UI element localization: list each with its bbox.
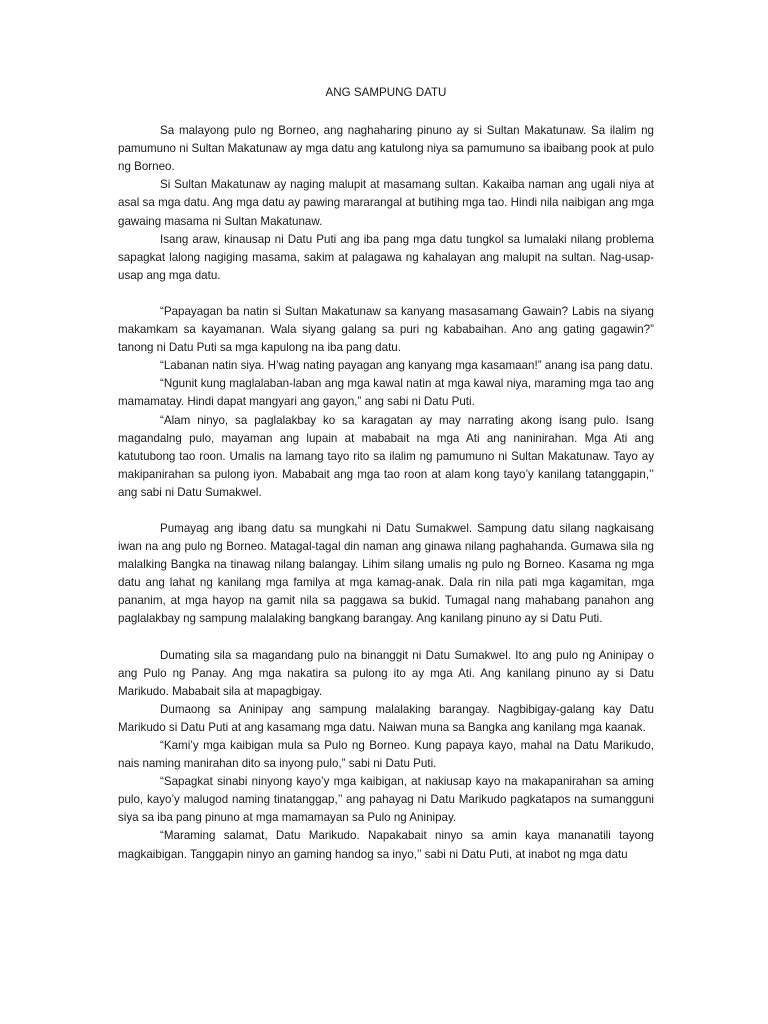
section-break xyxy=(118,629,654,647)
document-body xyxy=(118,122,654,864)
paragraph: Isang araw, kinausap ni Datu Puti ang iba pang mga datu tungkol sa lumalaki nilang problema sapagkat lalong nagiging masama, sakim at palagawa ng kahalayan ang malupit na sultan. Nag-usap-usap ang mga datu. xyxy=(118,232,654,282)
paragraph: “Labanan natin siya. H’wag nating payagan ang kanyang mga kasamaan!” anang isa pang datu. xyxy=(160,359,654,373)
paragraph: “Papayagan ba natin si Sultan Makatunaw sa kanyang masasamang Gawain? Labis na siyang makamkam sa kayamanan. Wala siyang galang sa puri ng kababaihan. Ano ang gating gagawin?” tanong ni Datu Puti sa mga kapulong na iba pang datu. xyxy=(118,304,654,355)
document-title: ANG SAMPUNG DATU xyxy=(325,86,447,99)
section-break xyxy=(118,502,654,520)
document-page xyxy=(118,84,654,864)
paragraph: “Sapagkat sinabi ninyong kayo’y mga kaibigan, at nakiusap kayo na makapanirahan sa aming pulo, kayo’y malugod naming tinatanggap,’’ ang pahayag ni Datu Marikudo pagkatapos na sumangguni siya sa iba pang pinuno at mga mamamayan sa Pulo ng Aninipay. xyxy=(118,775,654,825)
paragraph: “Maraming salamat, Datu Marikudo. Napakabait ninyo sa amin kaya mananatili tayong magkaibigan. Tanggapin ninyo an gaming handog sa inyo,’’ sabi ni Datu Puti, at inabot ng mga datu xyxy=(118,829,654,861)
paragraph: Sa malayong pulo ng Borneo, ang naghaharing pinuno ay si Sultan Makatunaw. Sa ilalim ng pamumuno ni Sultan Makatunaw ay mga datu ang katulong niya sa pamumuno sa ibaibang pook at pulo ng Borneo. xyxy=(118,124,654,174)
paragraph: Dumaong sa Aninipay ang sampung malalaking barangay. Nagbibigay-galang kay Datu Marikudo si Datu Puti at ang kasamang mga datu. Naiwan muna sa Bangka ang kanilang mga kaanak. xyxy=(118,702,654,734)
paragraph: Dumating sila sa magandang pulo na binanggit ni Datu Sumakwel. Ito ang pulo ng Aninipay o ang Pulo ng Panay. Ang mga nakatira sa pulong ito ay mga Ati. Ang kanilang pinuno ay si Datu Marikudo. Mababait sila at mapagbigay. xyxy=(118,648,654,698)
paragraph: “Alam ninyo, sa paglalakbay ko sa karagatan ay may narrating akong isang pulo. Isang magandalng pulo, mayaman ang lupain at mababait na mga Ati ang naninirahan. Mga Ati ang katutubong tao roon. Umalis na lamang tayo rito sa ilalim ng pamumuno ni Sultan Makatunaw. Tayo ay makipanirahan sa pulong iyon. Mababait ang mga tao roon at alam kong tayo’y kanilang tatanggapin,’’ ang sabi ni Datu Sumakwel. xyxy=(118,413,654,499)
paragraph: “Kami’y mga kaibigan mula sa Pulo ng Borneo. Kung papaya kayo, mahal na Datu Marikudo, nais naming manirahan dito sa inyong pulo,” sabi ni Datu Puti. xyxy=(118,739,654,771)
paragraph: Pumayag ang ibang datu sa mungkahi ni Datu Sumakwel. Sampung datu silang nagkaisang iwan na ang pulo ng Borneo. Matagal-tagal din naman ang ginawa nilang paghahanda. Gumawa sila ng malalking Bangka na tinawag nilang balangay. Lihim silang umalis ng pulo ng Borneo. Kasama ng mga datu ang lahat ng kanilang mga familya at mga kamag-anak. Dala rin nila pati mga kagamitan, mga pananim, at mga hayop na gamit nila sa paggawa sa bukid. Tumagal nang mahabang panahon ang paglalakbay ng sampung malalaking bangkang barangay. Ang kanilang pinuno ay si Datu Puti. xyxy=(118,521,654,626)
paragraph: Si Sultan Makatunaw ay naging malupit at masamang sultan. Kakaiba naman ang ugali niya at asal sa mga datu. Ang mga datu ay pawing mararangal at butihing mga tao. Hindi nila naibigan ang mga gawaing masama ni Sultan Makatunaw. xyxy=(118,178,654,228)
section-break xyxy=(118,285,654,303)
paragraph: “Ngunit kung maglalaban-laban ang mga kawal natin at mga kawal niya, maraming mga tao ang mamamatay. Hindi dapat mangyari ang gayon,” ang sabi ni Datu Puti. xyxy=(118,377,654,409)
